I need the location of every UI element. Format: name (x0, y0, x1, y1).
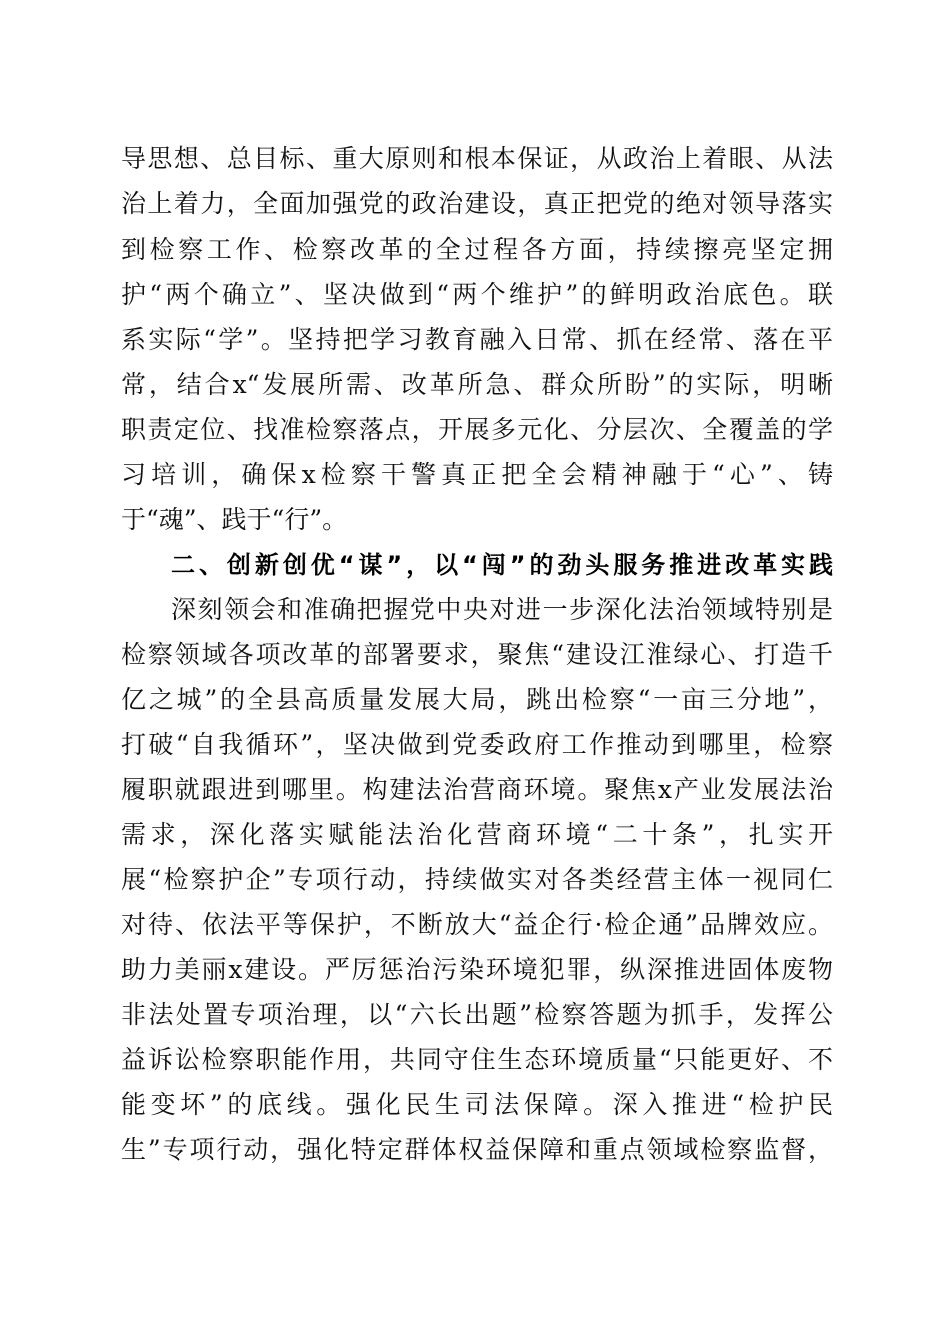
text-line: 到检察工作、检察改革的全过程各方面，持续擦亮坚定拥 (121, 235, 833, 264)
text-line: 常，结合x“发展所需、改革所急、群众所盼”的实际，明晰 (121, 370, 833, 399)
text-line: 导思想、总目标、重大原则和根本保证，从政治上着眼、从法 (121, 144, 833, 173)
text-line: 亿之城”的全县高质量发展大局，跳出检察“一亩三分地”， (121, 685, 833, 714)
text-line: 需求，深化落实赋能法治化营商环境“二十条”，扎实开 (121, 820, 833, 849)
text-line: 履职就跟进到哪里。构建法治营商环境。聚焦x产业发展法治 (121, 775, 833, 804)
text-line: 对待、依法平等保护，不断放大“益企行·检企通”品牌效应。 (121, 910, 833, 939)
section-heading: 二、创新创优“谋”，以“闯”的劲头服务推进改革实践 (171, 551, 833, 579)
text-line: 能变坏”的底线。强化民生司法保障。深入推进“检护民 (121, 1090, 833, 1119)
text-line: 助力美丽x建设。严厉惩治污染环境犯罪，纵深推进固体废物 (121, 955, 833, 984)
text-line: 深刻领会和准确把握党中央对进一步深化法治领域特别是 (171, 595, 833, 624)
text-line: 益诉讼检察职能作用，共同守住生态环境质量“只能更好、不 (121, 1045, 833, 1074)
text-line: 治上着力，全面加强党的政治建设，真正把党的绝对领导落实 (121, 189, 833, 218)
text-line: 系实际“学”。坚持把学习教育融入日常、抓在经常、落在平 (121, 325, 833, 354)
text-line: 打破“自我循环”，坚决做到党委政府工作推动到哪里，检察 (121, 730, 833, 759)
text-line: 职责定位、找准检察落点，开展多元化、分层次、全覆盖的学 (121, 415, 833, 444)
text-line: 非法处置专项治理，以“六长出题”检察答题为抓手，发挥公 (121, 1000, 833, 1029)
text-line: 展“检察护企”专项行动，持续做实对各类经营主体一视同仁 (121, 865, 833, 894)
text-line: 检察领域各项改革的部署要求，聚焦“建设江淮绿心、打造千 (121, 640, 833, 669)
text-line: 于“魂”、践于“行”。 (121, 505, 348, 534)
text-line: 习培训，确保x检察干警真正把全会精神融于“心”、铸 (121, 460, 833, 489)
text-line: 护“两个确立”、坚决做到“两个维护”的鲜明政治底色。联 (121, 280, 833, 309)
text-line: 生”专项行动，强化特定群体权益保障和重点领域检察监督， (121, 1135, 833, 1164)
